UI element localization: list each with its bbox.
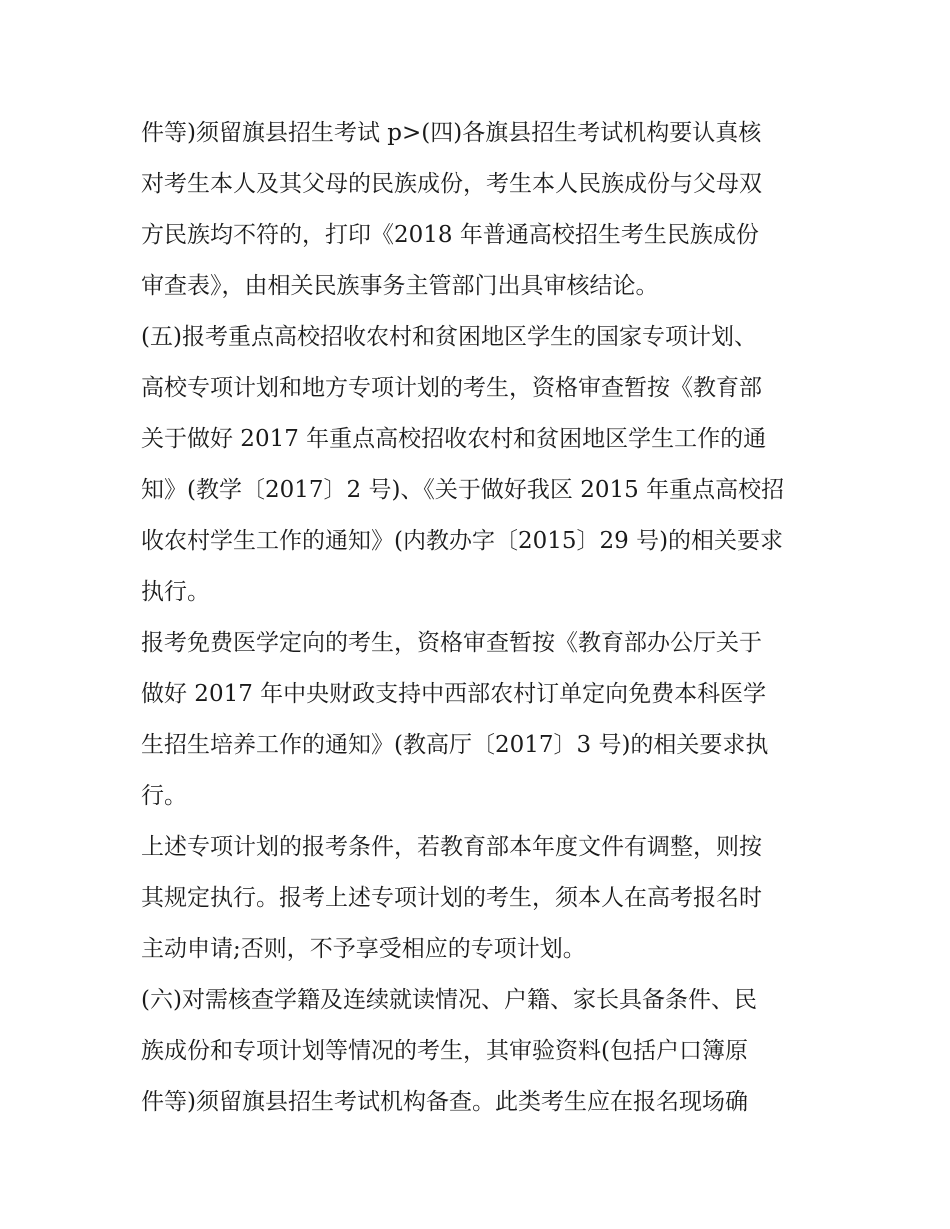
text-line: 做好 2017 年中央财政支持中西部农村订单定向免费本科医学: [141, 681, 767, 707]
text-line: 主动申请;否则，不予享受相应的专项计划。: [141, 936, 586, 962]
text-line: (六)对需核查学籍及连续就读情况、户籍、家长具备条件、民: [141, 987, 757, 1013]
text-line: 收农村学生工作的通知》(内教办字〔2015〕29 号)的相关要求: [141, 528, 784, 554]
text-line: 族成份和专项计划等情况的考生，其审验资料(包括户口簿原: [141, 1038, 748, 1064]
text-line: 对考生本人及其父母的民族成份，考生本人民族成份与父母双: [141, 171, 762, 197]
text-line: 报考免费医学定向的考生，资格审查暂按《教育部办公厅关于: [141, 630, 762, 656]
text-line: 关于做好 2017 年重点高校招收农村和贫困地区学生工作的通: [141, 426, 767, 452]
text-line: 生招生培养工作的通知》(教高厅〔2017〕3 号)的相关要求执: [141, 732, 769, 758]
text-line: 件等)须留旗县招生考试机构备查。此类考生应在报名现场确: [141, 1089, 748, 1115]
text-line: 其规定执行。报考上述专项计划的考生，须本人在高考报名时: [141, 885, 762, 911]
text-line: 方民族均不符的，打印《2018 年普通高校招生考生民族成份: [141, 222, 759, 248]
text-line: 件等)须留旗县招生考试 p>(四)各旗县招生考试机构要认真核: [141, 120, 762, 146]
text-line: 执行。: [141, 579, 210, 605]
text-line: 知》(教学〔2017〕2 号)、《关于做好我区 2015 年重点高校招: [141, 477, 785, 503]
text-line: 高校专项计划和地方专项计划的考生，资格审查暂按《教育部: [141, 375, 762, 401]
text-line: 上述专项计划的报考条件，若教育部本年度文件有调整，则按: [141, 834, 762, 860]
text-line: 行。: [141, 783, 187, 809]
text-line: (五)报考重点高校招收农村和贫困地区学生的国家专项计划、: [141, 324, 757, 350]
document-body: [141, 108, 821, 1128]
text-line: 审查表》，由相关民族事务主管部门出具审核结论。: [141, 273, 659, 299]
